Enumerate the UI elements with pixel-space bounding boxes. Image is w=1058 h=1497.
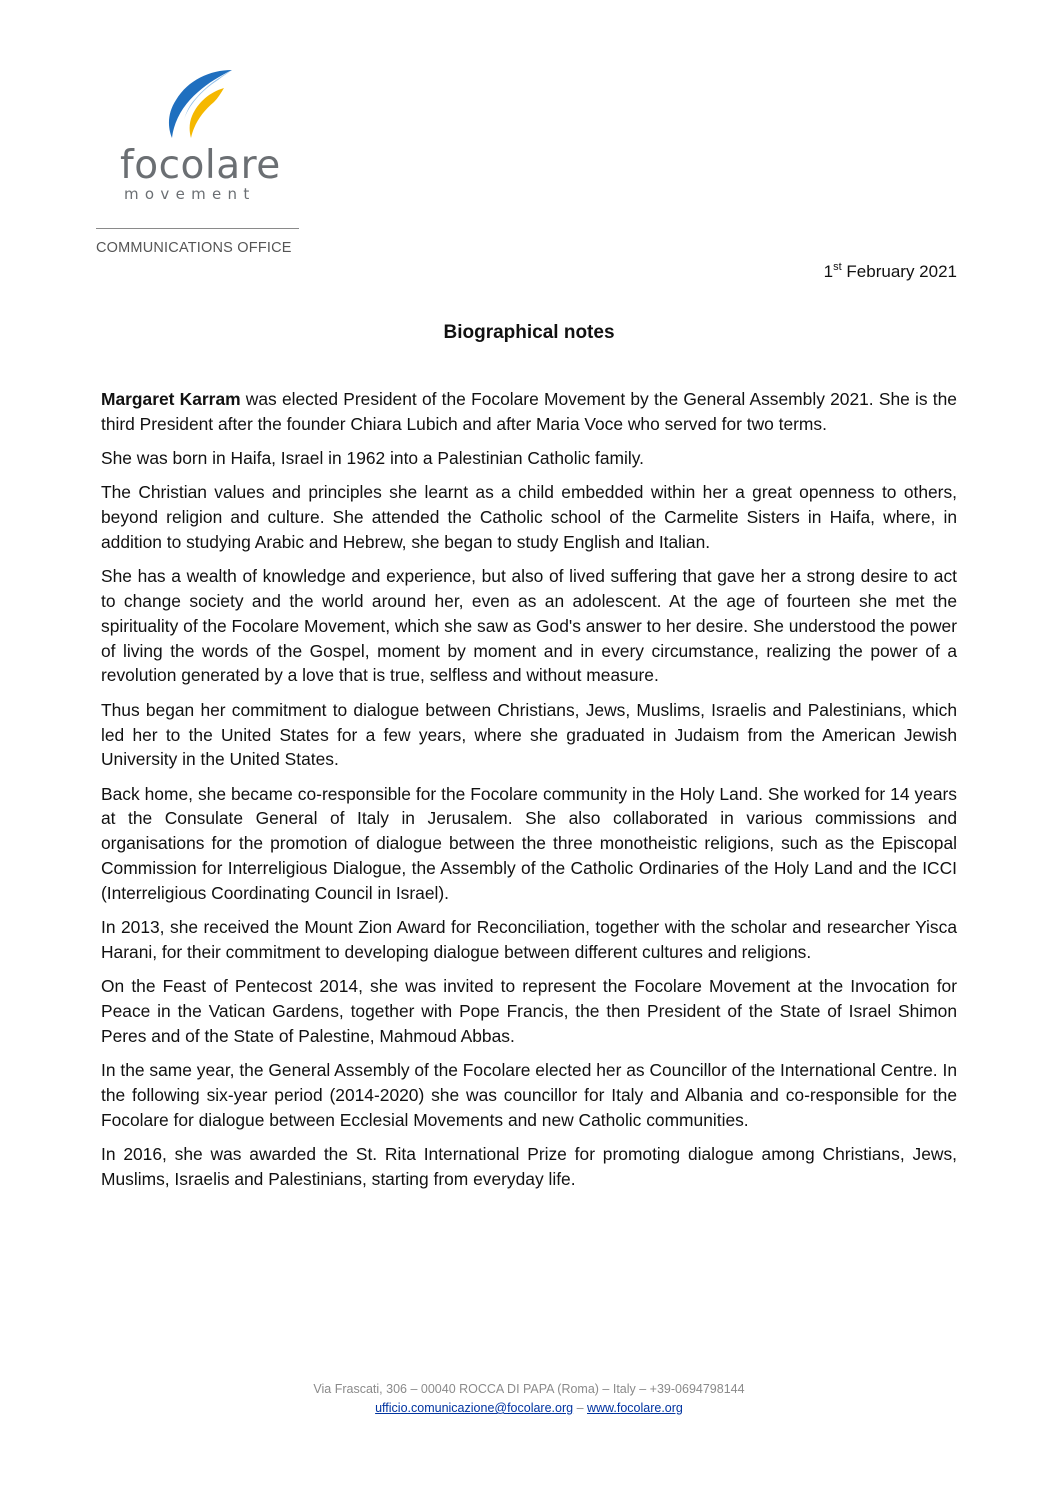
document-date [824, 262, 957, 282]
email-link[interactable]: ufficio.comunicazione@focolare.org [375, 1401, 574, 1415]
date-rest: February 2021 [841, 262, 957, 281]
logo-subline: movement [124, 185, 256, 203]
page-footer [0, 1380, 1058, 1418]
paragraph: In 2016, she was awarded the St. Rita International Prize for promoting dialogue among Christians, Jews, Muslims, Israelis and Palestinians, starting from everyday life. [101, 1144, 957, 1189]
paragraph: She was born in Haifa, Israel in 1962 into a Palestinian Catholic family. [101, 448, 644, 469]
logo-wordmark: focolare [120, 143, 281, 188]
footer-address: Via Frascati, 306 – 00040 ROCCA DI PAPA (Roma) – Italy – +39-0694798144 [313, 1382, 745, 1396]
date-day: 1 [823, 262, 834, 281]
paragraph: Back home, she became co-responsible for the Focolare community in the Holy Land. She worked for 14 years at the Consulate General of Italy in Jerusalem. She also collaborated in various commissions and organisations for the promotion of dialogue between the three monotheistic religions, such as the Episcopal Commission for Interreligious Dialogue, the Assembly of the Catholic Ordinaries of the Holy Land and the ICCI (Interreligious Coordinating Council in Israel). [101, 783, 957, 903]
focolare-swoosh-icon [158, 68, 238, 140]
paragraph-text: was elected President of the Focolare Movement by the General Assembly 2021. She is the third President after the founder Chiara Lubich and after Maria Voce who served for two terms. [101, 389, 957, 434]
document-title: Biographical notes [443, 322, 615, 343]
paragraph [101, 387, 957, 437]
document-body [101, 387, 957, 1201]
paragraph: She has a wealth of knowledge and experience, but also of lived suffering that gave her a strong desire to act to change society and the world around her, even as an adolescent. At the age of fourteen she met the spirituality of the Focolare Movement, which she saw as God's answer to her desire. She understood the power of living the words of the Gospel, moment by moment and in every circumstance, realizing the power of a revolution generated by a love that is true, selfless and without measure. [101, 566, 957, 686]
paragraph: On the Feast of Pentecost 2014, she was invited to represent the Focolare Movement at the Invocation for Peace in the Vatican Gardens, together with Pope Francis, the then President of the State of Israel Shimon Peres and of the State of Palestine, Mahmoud Abbas. [101, 976, 957, 1046]
subject-name: Margaret Karram [101, 389, 241, 409]
office-divider [96, 228, 299, 229]
office-label: COMMUNICATIONS OFFICE [96, 240, 292, 256]
paragraph: Thus began her commitment to dialogue between Christians, Jews, Muslims, Israelis and Palestinians, which led her to the United States for a few years, where she graduated in Judaism from the American Jewish University in the United States. [101, 699, 957, 770]
paragraph: In the same year, the General Assembly of the Focolare elected her as Councillor of the International Centre. In the following six-year period (2014-2020) she was councillor for Italy and Albania and co-responsible for the Focolare for dialogue between Ecclesial Movements and new Catholic communities. [101, 1060, 957, 1130]
footer-separator: – [573, 1401, 587, 1415]
website-link[interactable]: www.focolare.org [587, 1401, 683, 1415]
paragraph: In 2013, she received the Mount Zion Award for Reconciliation, together with the scholar and researcher Yisca Harani, for their commitment to developing dialogue between different cultures and religions. [101, 917, 957, 962]
date-suffix: st [833, 261, 842, 273]
paragraph: The Christian values and principles she learnt as a child embedded within her a great openness to others, beyond religion and culture. She attended the Catholic school of the Carmelite Sisters in Haifa, where, in addition to studying Arabic and Hebrew, she began to study English and Italian. [101, 482, 957, 552]
focolare-logo [120, 68, 290, 208]
footer-links [0, 1399, 1058, 1418]
